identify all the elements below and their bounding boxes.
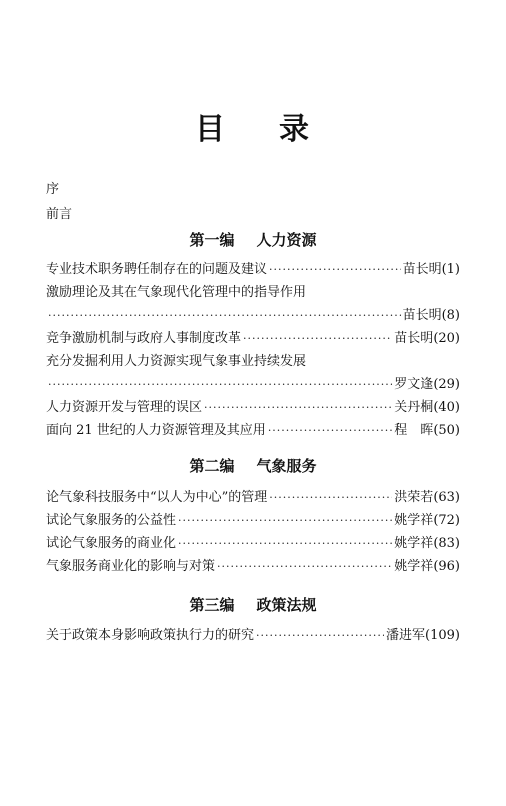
- entry-author: 苗长明: [402, 308, 442, 323]
- entry-title: 面向 21 世纪的人力资源管理及其应用: [46, 423, 266, 438]
- entry-title: 竞争激励机制与政府人事制度改革: [46, 331, 242, 346]
- part-heading-3: [0, 594, 506, 615]
- dot-leader: [243, 330, 392, 348]
- entry-author: 罗文逢: [394, 377, 434, 392]
- entry-author: 姚学祥: [394, 559, 434, 574]
- part-name: 政策法规: [256, 596, 317, 614]
- entry-page: (83): [433, 536, 460, 551]
- entry-page: (96): [433, 559, 460, 574]
- dot-leader: [269, 489, 392, 507]
- part-name: 人力资源: [256, 231, 317, 249]
- dot-leader: [178, 512, 392, 530]
- dot-leader: [217, 558, 392, 576]
- entry-author: 姚学祥: [394, 536, 434, 551]
- part-heading-1: [0, 229, 506, 250]
- entry-title: 关于政策本身影响政策执行力的研究: [46, 628, 255, 643]
- front-matter-foreword[interactable]: 前言: [46, 207, 73, 222]
- toc-entry[interactable]: [46, 399, 460, 417]
- part-number: 第二编: [189, 457, 235, 475]
- part-name: 气象服务: [256, 457, 317, 475]
- toc-entry[interactable]: [46, 489, 460, 507]
- entry-page: (63): [433, 490, 460, 505]
- dot-leader: [256, 627, 384, 645]
- entry-author: 姚学祥: [394, 513, 434, 528]
- dot-leader: [48, 307, 401, 325]
- entry-page: (72): [433, 513, 460, 528]
- toc-entry[interactable]: [46, 512, 460, 530]
- entry-page: (20): [433, 331, 460, 346]
- entry-page: (40): [433, 400, 460, 415]
- entry-author: 苗长明: [402, 262, 442, 277]
- entry-author: 潘进军: [386, 628, 426, 643]
- part-number: 第一编: [189, 231, 235, 249]
- entry-title: 试论气象服务的公益性: [46, 513, 177, 528]
- entry-title: 人力资源开发与管理的误区: [46, 400, 203, 415]
- entry-title: 论气象科技服务中“以人为中心”的管理: [46, 490, 268, 505]
- part-number: 第三编: [189, 596, 235, 614]
- entry-title[interactable]: 激励理论及其在气象现代化管理中的指导作用: [46, 285, 307, 300]
- title-char-1: 目: [195, 112, 227, 147]
- dot-leader: [268, 422, 392, 440]
- entry-author: 苗长明: [394, 331, 434, 346]
- toc-entry[interactable]: [46, 261, 460, 279]
- toc-entry[interactable]: [46, 376, 460, 394]
- toc-entry[interactable]: [46, 422, 460, 440]
- dot-leader: [48, 376, 392, 394]
- entry-page: (1): [441, 262, 460, 277]
- entry-page: (109): [425, 628, 460, 643]
- entry-title: 试论气象服务的商业化: [46, 536, 177, 551]
- page-title: [0, 104, 506, 148]
- dot-leader: [269, 261, 401, 279]
- entry-author: 关丹桐: [394, 400, 434, 415]
- toc-entry[interactable]: [46, 627, 460, 645]
- entry-author: 洪荣若: [394, 490, 434, 505]
- entry-page: (29): [433, 377, 460, 392]
- toc-entry[interactable]: [46, 330, 460, 348]
- toc-entry[interactable]: [46, 307, 460, 325]
- entry-title: 专业技术职务聘任制存在的问题及建议: [46, 262, 268, 277]
- title-char-2: 录: [279, 112, 311, 147]
- entry-title: 气象服务商业化的影响与对策: [46, 559, 216, 574]
- toc-entry[interactable]: [46, 535, 460, 553]
- dot-leader: [204, 399, 392, 417]
- dot-leader: [178, 535, 392, 553]
- entry-page: (8): [441, 308, 460, 323]
- front-matter-preface[interactable]: 序: [46, 182, 60, 197]
- entry-page: (50): [433, 423, 460, 438]
- entry-author: 程 晖: [394, 423, 434, 438]
- toc-entry[interactable]: [46, 558, 460, 576]
- part-heading-2: [0, 455, 506, 476]
- entry-title[interactable]: 充分发掘利用人力资源实现气象事业持续发展: [46, 354, 307, 369]
